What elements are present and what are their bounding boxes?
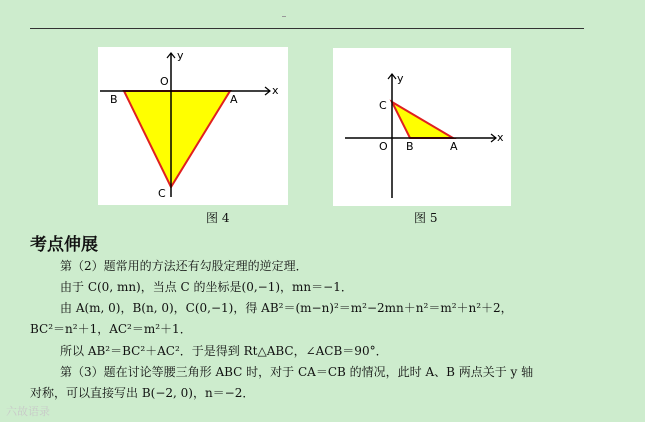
- origin-label: O: [160, 75, 169, 88]
- figure-4-caption: 图 4: [206, 211, 230, 225]
- x-label: x: [272, 84, 279, 97]
- y-label: y: [397, 72, 404, 85]
- top-divider: [30, 28, 584, 29]
- point-a-label: A: [230, 93, 238, 106]
- figure-4-diagram: [98, 47, 288, 205]
- triangle-abc: [392, 102, 453, 138]
- text-line-3: 由 A(m, 0)，B(n, 0)，C(0,−1)，得 AB²＝(m−n)²＝m²−2mn＋n²＝m²＋n²＋2，: [60, 301, 513, 315]
- triangle-abc: [124, 91, 230, 187]
- point-a-label: A: [450, 140, 458, 153]
- point-c-label: C: [158, 187, 166, 200]
- y-label: y: [177, 49, 184, 62]
- text-line-6: 第（3）题在讨论等腰三角形 ABC 时，对于 CA＝CB 的情况，此时 A、B 两点关于 y 轴: [60, 365, 534, 379]
- text-line-5: 所以 AB²＝BC²＋AC²．于是得到 Rt△ABC，∠ACB＝90°．: [60, 344, 388, 358]
- figure-5-panel: [333, 48, 511, 206]
- text-line-1: 第（2）题常用的方法还有勾股定理的逆定理．: [60, 259, 308, 273]
- section-title: 考点伸展: [30, 235, 98, 255]
- point-b-label: B: [110, 93, 118, 106]
- watermark: 六故语录: [6, 405, 50, 418]
- figure-5-caption: 图 5: [414, 211, 438, 225]
- point-c-label: C: [379, 99, 387, 112]
- top-mark: [282, 16, 286, 17]
- text-line-4: BC²＝n²＋1，AC²＝m²＋1．: [30, 322, 192, 336]
- x-label: x: [497, 131, 504, 144]
- origin-label: O: [379, 140, 388, 153]
- figure-5-diagram: [333, 48, 511, 206]
- text-line-2: 由于 C(0, mn)，当点 C 的坐标是(0,−1)，mn＝−1．: [60, 280, 353, 294]
- point-b-label: B: [406, 140, 414, 153]
- figure-4-panel: [98, 47, 288, 205]
- text-line-7: 对称，可以直接写出 B(−2, 0)，n＝−2．: [30, 386, 255, 400]
